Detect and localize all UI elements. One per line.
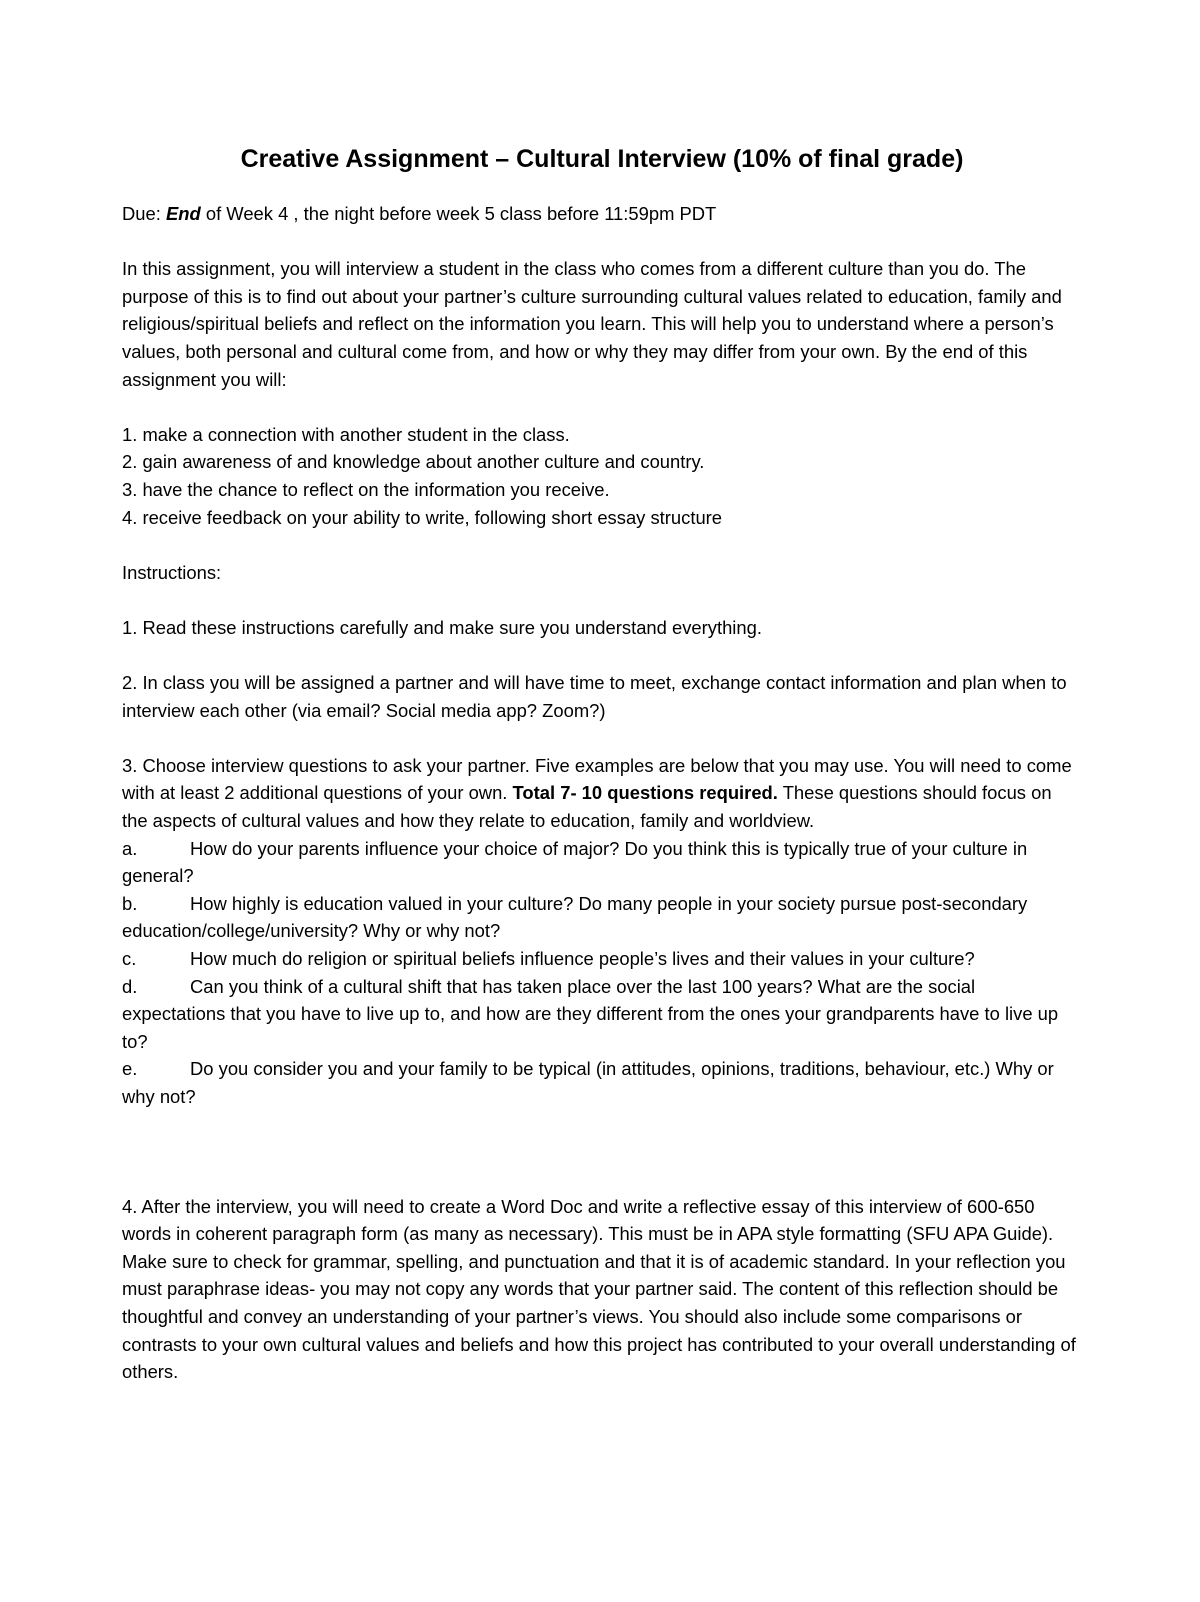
question-b	[122, 890, 1082, 945]
outcome-item-2: 2. gain awareness of and knowledge about another culture and country.	[122, 451, 705, 473]
intro-paragraph: In this assignment, you will interview a student in the class who comes from a different culture than you do. The purpose of this is to find out about your partner’s culture surrounding cultural values related to education, family and religious/spiritual beliefs and reflect on the information you learn. This will help you to understand where a person’s values, both personal and cultural come from, and how or why they may differ from your own. By the end of this assignment you will:	[122, 258, 1062, 390]
question-letter: b.	[122, 892, 138, 914]
question-letter: e.	[122, 1058, 138, 1080]
outcome-item-4: 4. receive feedback on your ability to write, following short essay structure	[122, 506, 723, 528]
question-letter: a.	[122, 837, 138, 859]
question-c	[122, 945, 1082, 973]
question-d	[122, 973, 1082, 1056]
page-title: Creative Assignment – Cultural Interview (10% of final grade)	[240, 145, 964, 173]
due-line	[122, 200, 1082, 228]
question-text: How highly is education valued in your culture? Do many people in your society pursue post-secondary education/college/university? Why or why not?	[122, 892, 1028, 942]
instruction-step-1: 1. Read these instructions carefully and make sure you understand everything.	[122, 616, 762, 638]
question-text: Do you consider you and your family to be typical (in attitudes, opinions, traditions, behaviour, etc.) Why or why not?	[122, 1058, 1054, 1107]
question-text: Can you think of a cultural shift that has taken place over the last 100 years? What are the social expectations that you have to live up to, and how are they different from the ones your grandparents have to live up to?	[122, 975, 1059, 1052]
instruction-step-4: 4. After the interview, you will need to create a Word Doc and write a reflective essay of this interview of 600-650 words in coherent paragraph form (as many as necessary). This must be in APA style formatting (SFU APA Guide). Make sure to check for grammar, spelling, and punctuation and that it is of academic standard. In your reflection you must paraphrase ideas- you may not copy any words that your partner said. The content of this reflection should be thoughtful and convey an understanding of your partner’s views. You should also include some comparisons or contrasts to your own cultural values and beliefs and how this project has contributed to your overall understanding of others.	[122, 1195, 1076, 1383]
outcome-item-3: 3. have the chance to reflect on the information you receive.	[122, 478, 610, 500]
outcome-item-1: 1. make a connection with another student in the class.	[122, 423, 570, 445]
document-body	[122, 142, 1082, 1386]
instruction-step-2: 2. In class you will be assigned a partner and will have time to meet, exchange contact information and plan when to interview each other (via email? Social media app? Zoom?)	[122, 672, 1067, 721]
question-text: How much do religion or spiritual beliefs influence people’s lives and their values in your culture?	[190, 948, 975, 970]
instruction-step-3	[122, 752, 1082, 835]
due-rest: of Week 4 , the night before week 5 class before 11:59pm PDT	[205, 203, 717, 224]
question-e	[122, 1055, 1082, 1110]
question-letter: d.	[122, 975, 138, 997]
instructions-heading: Instructions:	[122, 561, 222, 583]
question-text: How do your parents influence your choice of major? Do you think this is typically true of your culture in general?	[122, 837, 1028, 887]
due-label: Due:	[122, 203, 161, 224]
step3-text: 3. Choose interview questions to ask your partner. Five examples are below that you may use. You will need to come with at least 2 additional questions of your own.	[122, 754, 1072, 804]
step3-required-count: Total 7- 10 questions required.	[512, 782, 778, 804]
step3-text-continued: These questions should focus on the aspects of cultural values and how they relate to education, family and worldview.	[122, 782, 1052, 832]
question-a	[122, 835, 1082, 890]
question-letter: c.	[122, 948, 137, 970]
due-emphasis: End	[165, 203, 201, 224]
